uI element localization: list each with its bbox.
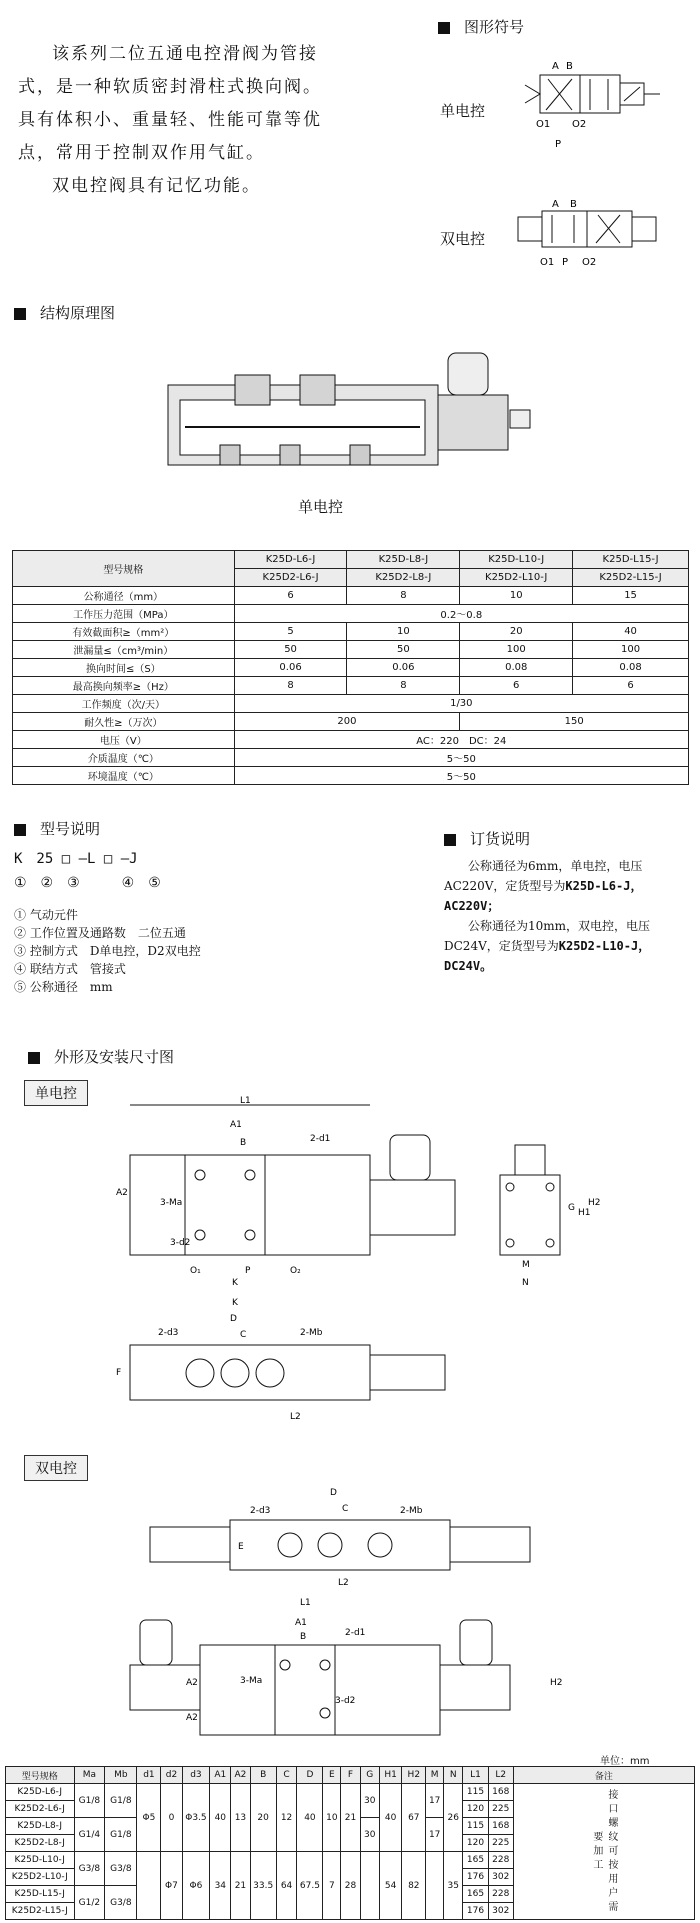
svg-text:D: D	[330, 1488, 337, 1498]
svg-text:H2: H2	[588, 1198, 600, 1208]
table-cell: 40	[297, 1784, 323, 1852]
model-code: K 25 □ —L □ —J	[14, 851, 138, 867]
table-cell: G1/4	[74, 1818, 105, 1852]
table-cell: 型号规格	[13, 551, 235, 587]
svg-text:C: C	[240, 1330, 247, 1340]
heading-square-icon	[14, 308, 26, 320]
table-row	[13, 695, 689, 713]
table-cell: K25D2-L10-J	[460, 569, 573, 587]
single-solenoid-symbol	[520, 55, 690, 150]
symbol-single-label: 单电控	[440, 102, 486, 120]
table-cell: K25D2-L6-J	[234, 569, 347, 587]
svg-text:K: K	[232, 1278, 238, 1285]
table-cell: 7	[323, 1852, 341, 1920]
svg-text:L1: L1	[300, 1598, 311, 1608]
table-cell: 28	[341, 1852, 360, 1920]
table-cell: 8	[347, 677, 460, 695]
structure-caption: 单电控	[298, 498, 344, 516]
table-cell: 115	[463, 1818, 488, 1835]
table-cell: K25D-L8-J	[6, 1818, 75, 1835]
svg-text:A2: A2	[186, 1713, 198, 1723]
table-cell: 168	[488, 1818, 513, 1835]
table-row	[13, 767, 689, 785]
svg-text:P: P	[562, 257, 569, 268]
table-cell: AC：220 DC：24	[234, 731, 688, 749]
table-cell: 40	[210, 1784, 231, 1852]
table-cell: 0.08	[573, 659, 689, 677]
column-header: G	[360, 1767, 379, 1784]
column-header: H2	[402, 1767, 426, 1784]
unit-label: 单位：mm	[600, 1756, 650, 1767]
table-cell: 165	[463, 1852, 488, 1869]
column-header: d3	[182, 1767, 210, 1784]
table-cell: 20	[250, 1784, 276, 1852]
table-cell: 225	[488, 1835, 513, 1852]
table-cell: K25D-L6-J	[6, 1784, 75, 1801]
table-row	[13, 641, 689, 659]
table-cell: 6	[573, 677, 689, 695]
heading-square-icon	[444, 834, 456, 846]
table-row	[13, 713, 689, 731]
table-cell: K25D2-L8-J	[6, 1835, 75, 1852]
column-header: C	[276, 1767, 297, 1784]
row-label: 工作频度（次/天）	[13, 695, 235, 713]
column-header: F	[341, 1767, 360, 1784]
table-cell: G3/8	[105, 1886, 137, 1920]
list-item: ③ 控制方式 D单电控，D2双电控	[14, 944, 201, 958]
table-cell: 5～50	[234, 767, 688, 785]
column-header: L1	[463, 1767, 488, 1784]
table-cell: 0.06	[234, 659, 347, 677]
svg-text:3-d2: 3-d2	[335, 1696, 356, 1706]
svg-text:O2: O2	[572, 119, 587, 130]
table-cell: 10	[323, 1784, 341, 1852]
column-header: H1	[379, 1767, 401, 1784]
table-cell: 12	[276, 1784, 297, 1852]
table-row	[13, 551, 689, 569]
table-cell: 8	[234, 677, 347, 695]
table-cell: 0.06	[347, 659, 460, 677]
heading-square-icon	[438, 22, 450, 34]
table-cell: Φ6	[182, 1852, 210, 1920]
table-cell: Φ5	[137, 1784, 161, 1852]
column-header: D	[297, 1767, 323, 1784]
table-row	[13, 659, 689, 677]
table-cell: 50	[234, 641, 347, 659]
table-cell: 21	[341, 1784, 360, 1852]
table-cell: 33.5	[250, 1852, 276, 1920]
list-item: ② 工作位置及通路数 二位五通	[14, 926, 186, 940]
table-cell: K25D2-L10-J	[6, 1869, 75, 1886]
table-cell: K25D-L6-J	[234, 551, 347, 569]
svg-text:H2: H2	[550, 1678, 563, 1688]
table-cell: G3/8	[105, 1852, 137, 1886]
double-top-view	[130, 1485, 570, 1595]
table-cell: 17	[426, 1818, 444, 1852]
svg-text:B: B	[240, 1138, 247, 1148]
table-row	[13, 587, 689, 605]
table-cell: 35	[444, 1852, 463, 1920]
svg-text:M: M	[522, 1260, 530, 1270]
structure-diagram	[160, 345, 560, 475]
order-line-2: 公称通径为10mm，双电控，电压DC24V，定货型号为	[444, 919, 651, 953]
table-row	[13, 623, 689, 641]
row-label: 最高换向频率≥（Hz）	[13, 677, 235, 695]
table-cell: K25D-L15-J	[6, 1886, 75, 1903]
column-header: E	[323, 1767, 341, 1784]
table-cell: 82	[402, 1852, 426, 1920]
column-header: L2	[488, 1767, 513, 1784]
table-cell: 50	[347, 641, 460, 659]
table-row	[13, 677, 689, 695]
svg-text:B: B	[570, 199, 577, 210]
table-cell: 115	[463, 1784, 488, 1801]
table-cell: 0.08	[460, 659, 573, 677]
double-solenoid-symbol	[500, 195, 690, 275]
svg-text:O2: O2	[582, 257, 597, 268]
table-cell: 8	[347, 587, 460, 605]
svg-text:P: P	[245, 1266, 251, 1276]
order-heading: 订货说明	[444, 828, 530, 849]
table-cell: 5～50	[234, 749, 688, 767]
double-control-tag: 双电控	[24, 1455, 88, 1481]
table-row	[6, 1767, 695, 1784]
table-cell: 228	[488, 1886, 513, 1903]
table-cell: K25D2-L15-J	[573, 569, 689, 587]
note-cell: 接口螺纹可按用户需要加工	[513, 1784, 694, 1920]
table-cell: K25D-L10-J	[460, 551, 573, 569]
svg-text:3-Ma: 3-Ma	[160, 1198, 183, 1208]
svg-text:O1: O1	[536, 119, 551, 130]
table-cell: G1/8	[105, 1784, 137, 1818]
table-cell: 26	[444, 1784, 463, 1852]
double-front-view	[110, 1595, 580, 1745]
svg-text:B: B	[300, 1632, 307, 1642]
table-cell: 34	[210, 1852, 231, 1920]
table-cell: K25D2-L8-J	[347, 569, 460, 587]
row-label: 电压（V）	[13, 731, 235, 749]
table-cell: 30	[360, 1818, 379, 1852]
table-cell: 228	[488, 1852, 513, 1869]
table-cell	[426, 1852, 444, 1920]
column-header: A1	[210, 1767, 231, 1784]
column-header: 型号规格	[6, 1767, 75, 1784]
svg-text:L1: L1	[240, 1096, 251, 1106]
svg-text:A: A	[552, 61, 559, 72]
model-desc-list	[14, 906, 201, 996]
table-cell: 64	[276, 1852, 297, 1920]
column-header: d1	[137, 1767, 161, 1784]
svg-text:A1: A1	[230, 1120, 242, 1130]
table-cell: 10	[460, 587, 573, 605]
svg-text:K: K	[232, 1298, 238, 1308]
table-cell: 302	[488, 1903, 513, 1920]
table-cell: 120	[463, 1835, 488, 1852]
table-cell: 302	[488, 1869, 513, 1886]
order-code-1: K25D-L6-J，AC220V；	[444, 879, 643, 913]
heading-square-icon	[14, 824, 26, 836]
svg-text:G: G	[568, 1203, 575, 1213]
table-cell: K25D-L10-J	[6, 1852, 75, 1869]
table-cell: 17	[426, 1784, 444, 1818]
column-header: 备注	[513, 1767, 694, 1784]
list-item: ① 气动元件	[14, 908, 78, 922]
table-cell: 100	[573, 641, 689, 659]
table-cell: 30	[360, 1784, 379, 1818]
table-cell: 165	[463, 1886, 488, 1903]
svg-text:2-d3: 2-d3	[158, 1328, 179, 1338]
table-cell: G1/8	[74, 1784, 105, 1818]
model-desc-heading: 型号说明	[14, 818, 100, 839]
table-cell: 6	[234, 587, 347, 605]
svg-text:2-d3: 2-d3	[250, 1506, 271, 1516]
table-cell: 0	[161, 1784, 182, 1852]
intro-text	[18, 38, 340, 203]
svg-text:2-d1: 2-d1	[345, 1628, 366, 1638]
order-line-1: 公称通径为6mm，单电控，电压AC220V，定货型号为	[444, 859, 643, 893]
table-row	[13, 749, 689, 767]
table-cell: 168	[488, 1784, 513, 1801]
svg-text:N: N	[522, 1278, 529, 1288]
svg-text:A1: A1	[295, 1618, 307, 1628]
table-cell: 67	[402, 1784, 426, 1852]
row-label: 工作压力范围（MPa）	[13, 605, 235, 623]
structure-heading: 结构原理图	[14, 302, 115, 323]
svg-text:O1: O1	[540, 257, 555, 268]
table-cell	[137, 1852, 161, 1920]
table-cell: 0.2～0.8	[234, 605, 688, 623]
svg-text:B: B	[566, 61, 573, 72]
svg-text:2-Mb: 2-Mb	[300, 1328, 323, 1338]
table-cell: 20	[460, 623, 573, 641]
single-side-view	[490, 1135, 600, 1295]
table-cell: Φ7	[161, 1852, 182, 1920]
table-cell: 200	[234, 713, 460, 731]
column-header: N	[444, 1767, 463, 1784]
table-cell: Φ3.5	[182, 1784, 210, 1852]
table-cell: 15	[573, 587, 689, 605]
row-label: 耐久性≥（万次）	[13, 713, 235, 731]
table-cell: 1/30	[234, 695, 688, 713]
svg-text:A2: A2	[186, 1678, 198, 1688]
table-cell: 6	[460, 677, 573, 695]
svg-text:L2: L2	[338, 1578, 349, 1588]
table-row	[13, 605, 689, 623]
svg-text:2-d1: 2-d1	[310, 1134, 331, 1144]
column-header: A2	[231, 1767, 250, 1784]
column-header: Ma	[74, 1767, 105, 1784]
table-row	[6, 1784, 695, 1801]
table-cell: 5	[234, 623, 347, 641]
svg-text:F: F	[116, 1368, 122, 1378]
single-control-tag: 单电控	[24, 1080, 88, 1106]
column-header: M	[426, 1767, 444, 1784]
svg-text:2-Mb: 2-Mb	[400, 1506, 423, 1516]
svg-text:3-d2: 3-d2	[170, 1238, 191, 1248]
table-cell: 54	[379, 1852, 401, 1920]
intro-paragraph-1: 该系列二位五通电控滑阀为管接式，是一种软质密封滑柱式换向阀。具有体积小、重量轻、性能可靠等优点，常用于控制双作用气缸。	[18, 44, 322, 163]
table-cell: 225	[488, 1801, 513, 1818]
column-header: d2	[161, 1767, 182, 1784]
intro-paragraph-2: 双电控阀具有记忆功能。	[52, 176, 261, 196]
symbol-double-label: 双电控	[440, 230, 486, 248]
order-text	[444, 856, 684, 976]
svg-text:A: A	[552, 199, 559, 210]
table-cell: 13	[231, 1784, 250, 1852]
svg-text:O₂: O₂	[290, 1266, 301, 1276]
table-cell: 100	[460, 641, 573, 659]
table-cell: K25D2-L15-J	[6, 1903, 75, 1920]
table-cell: 120	[463, 1801, 488, 1818]
table-cell: 40	[573, 623, 689, 641]
table-row	[13, 731, 689, 749]
row-label: 介质温度（℃）	[13, 749, 235, 767]
row-label: 有效截面积≥（mm²）	[13, 623, 235, 641]
table-cell: 21	[231, 1852, 250, 1920]
table-cell: 176	[463, 1903, 488, 1920]
heading-square-icon	[28, 1052, 40, 1064]
row-label: 泄漏量≤（cm³/min）	[13, 641, 235, 659]
svg-text:L2: L2	[290, 1412, 301, 1422]
svg-text:P: P	[555, 139, 562, 150]
list-item: ⑤ 公称通径 mm	[14, 980, 113, 994]
dimension-table	[5, 1766, 695, 1920]
table-cell: 67.5	[297, 1852, 323, 1920]
list-item: ④ 联结方式 管接式	[14, 962, 126, 976]
single-top-view	[110, 1295, 470, 1425]
svg-text:D: D	[230, 1314, 237, 1324]
table-cell: 150	[460, 713, 689, 731]
svg-text:3-Ma: 3-Ma	[240, 1676, 263, 1686]
dims-heading: 外形及安装尺寸图	[28, 1046, 174, 1067]
table-cell: G3/8	[74, 1852, 105, 1886]
order-code-2: K25D2-L10-J，DC24V。	[444, 939, 651, 973]
table-cell: K25D-L15-J	[573, 551, 689, 569]
table-cell: 10	[347, 623, 460, 641]
svg-text:E: E	[238, 1542, 244, 1552]
table-cell: K25D-L8-J	[347, 551, 460, 569]
column-header: B	[250, 1767, 276, 1784]
table-cell: G1/2	[74, 1886, 105, 1920]
svg-text:C: C	[342, 1504, 349, 1514]
table-cell: 176	[463, 1869, 488, 1886]
column-header: Mb	[105, 1767, 137, 1784]
row-label: 公称通径（mm）	[13, 587, 235, 605]
model-code-markers: ① ② ③ ④ ⑤	[14, 875, 161, 891]
symbols-heading: 图形符号	[438, 16, 524, 37]
svg-text:O₁: O₁	[190, 1266, 201, 1276]
table-cell: G1/8	[105, 1818, 137, 1852]
svg-text:H1: H1	[578, 1208, 591, 1218]
row-label: 环境温度（℃）	[13, 767, 235, 785]
spec-table	[12, 550, 689, 785]
table-cell: K25D2-L6-J	[6, 1801, 75, 1818]
table-cell: 40	[379, 1784, 401, 1852]
svg-text:A2: A2	[116, 1188, 128, 1198]
table-cell	[360, 1852, 379, 1920]
row-label: 换向时间≤（S）	[13, 659, 235, 677]
